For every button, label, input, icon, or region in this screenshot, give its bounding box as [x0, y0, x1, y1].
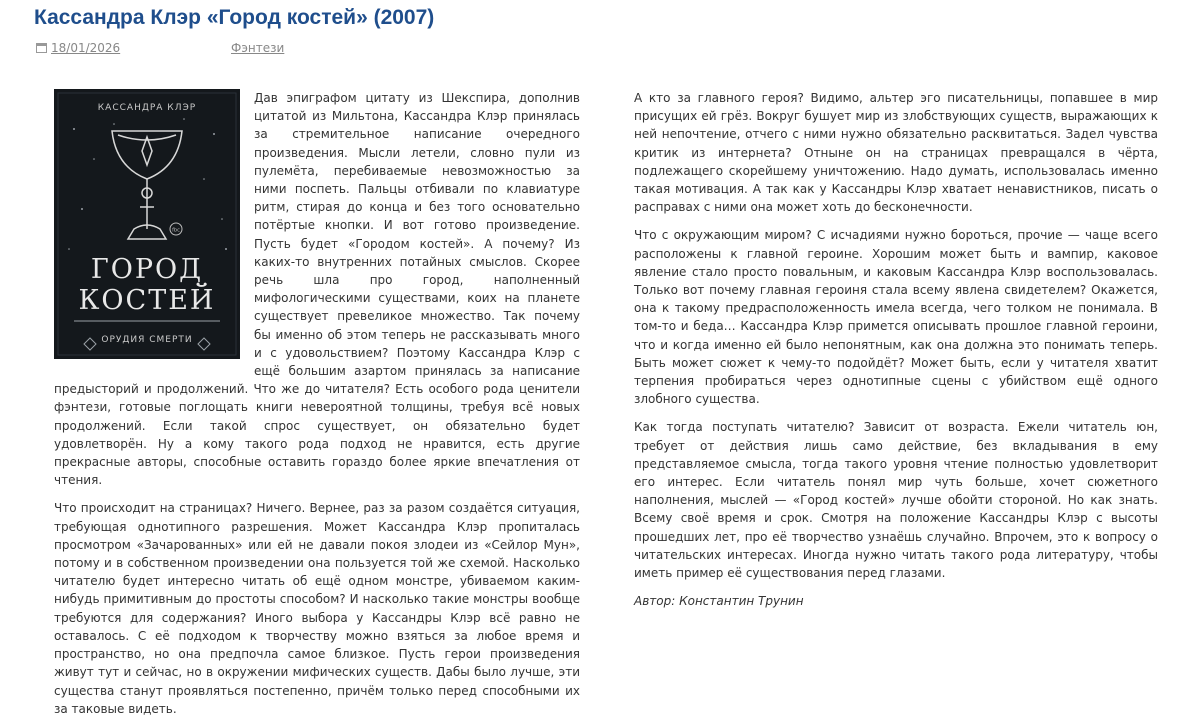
paragraph-1: Дав эпиграфом цитату из Шекспира, дополнив цитатой из Мильтона, Кассандра Клэр принялась за стремительное написание очередного произведения. Мысли летели, словно пули из пулемёта, перебиваемые невозможностью за ними поспеть. Пальцы отбивали по клавиатуре ритм, стирая до конца и без того основательно потёртые кнопки. И вот готово произведение. Пусть будет «Городом костей». А почему? Из каких-то внутренних потайных смыслов. Скорее речь шла про город, наполненный мифологическими существами, коих на планете существует превеликое множество. Так почему бы именно об этом теперь не рассказывать много и с удовольствием? Поэтому Кассандра Клэр с ещё большим азартом принялась за написание предысторий и продолжений. Что же до читателя? Есть особого рода ценители фэнтези, готовые поглощать книги невероятной толщины, требуя всё новых продолжений. Если такой спрос существует, он обязательно будет удовлетворён. Ну а кому такого рода подход не нравится, есть другие прекрасные авторы, способные оставить гораздо более яркие впечатления от чтения.: [54, 91, 580, 488]
book-cover-image: [54, 89, 240, 359]
author-signature: Автор: Константин Трунин: [634, 594, 804, 609]
date-link[interactable]: 18/01/2026: [51, 41, 121, 55]
category-link[interactable]: Фэнтези: [231, 41, 285, 55]
cover-title-line1: ГОРОД: [90, 254, 204, 285]
cover-title-line2: КОСТЕЙ: [78, 285, 216, 316]
post-date[interactable]: [36, 41, 120, 55]
paragraph-3: А кто за главного героя? Видимо, альтер эго писательницы, попавшее в мир присущих ей грёз. Вокруг бушует мир из злобствующих существ, выражающих к ней непочтение, отчего с ними нужно обязательно расквитаться. Задел чувства критик из интернета? Отныне он на страницах превращался в чёрта, подлежащего скорейшему уничтожению. Надо думать, использовалась именно такая мотивация. А так как у Кассандры Клэр хватает ненавистников, писать о расправах с ними она может хоть до бесконечности.: [634, 91, 1158, 215]
calendar-icon: [36, 43, 47, 53]
cover-art: [54, 89, 240, 359]
article-column-right: [634, 89, 1158, 620]
cover-author: КАССАНДРА КЛЭР: [97, 103, 197, 113]
article-column-left: [54, 89, 580, 728]
paragraph-2: Что происходит на страницах? Ничего. Вернее, раз за разом создаётся ситуация, требующая однотипного разрешения. Может Кассандра Клэр пропиталась просмотром «Зачарованных» или ей не давали покоя злодеи из «Сейлор Мун», потому и в собственном произведении она пользуется той же схемой. Насколько читателю будет интересно читать об ещё одном монстре, убиваемом каким-нибудь примитивным до простоты способом? И насколько такие монстры вообще требуются для содержания? Иного выбора у Кассандры Клэр всё равно не оставалось. С её подходом к творчеству можно взяться за любое время и пространство, но она предпочла самое близкое. Пусть герои произведения живут тут и сейчас, но в окружении мифических существ. Дабы было лучше, эти существа станут проявляться постепенно, причём только перед способными их за таковые видеть.: [54, 501, 580, 716]
publisher-logo: fbc: [172, 227, 180, 234]
cover-series: ОРУДИЯ СМЕРТИ: [101, 335, 193, 345]
article-title: Кассандра Клэр «Город костей» (2007): [34, 6, 435, 29]
paragraph-5: Как тогда поступать читателю? Зависит от возраста. Ежели читатель юн, требует от действия лишь само действие, без вкладывания в ему представляемое смысла, тогда такого уровня чтение полностью удовлетворит его интерес. Если читатель понял мир чуть больше, хочет сюжетного наполнения, мыслей — «Город костей» лучше обойти стороной. Но как знать. Всему своё время и срок. Смотря на положение Кассандры Клэр с высоты прошедших лет, про её творчество узнаёшь случайно. Впрочем, это к вопросу о читательских интересах. Иногда нужно читать такого рода литературу, чтобы иметь пример её существования перед глазами.: [634, 420, 1158, 581]
paragraph-4: Что с окружающим миром? С исчадиями нужно бороться, прочие — чаще всего расположены к главной героине. Хорошим может быть и вампир, каковое явление стало просто повальным, и каковым Кассандра Клэр воспользовалась. Только вот почему главная героиня стала всему явлена свидетелем? Окажется, она к такому предрасположенность имела всегда, чего толком не понимала. В том-то и беда… Кассандра Клэр примется описывать прошлое главной героини, что и когда именно ей было непонятным, как она должна это понимать теперь. Быть может сюжет к чему-то подойдёт? Может быть, если у читателя хватит терпения пробираться через однотипные сцены с убийством ещё одного злобного существа.: [634, 228, 1158, 407]
